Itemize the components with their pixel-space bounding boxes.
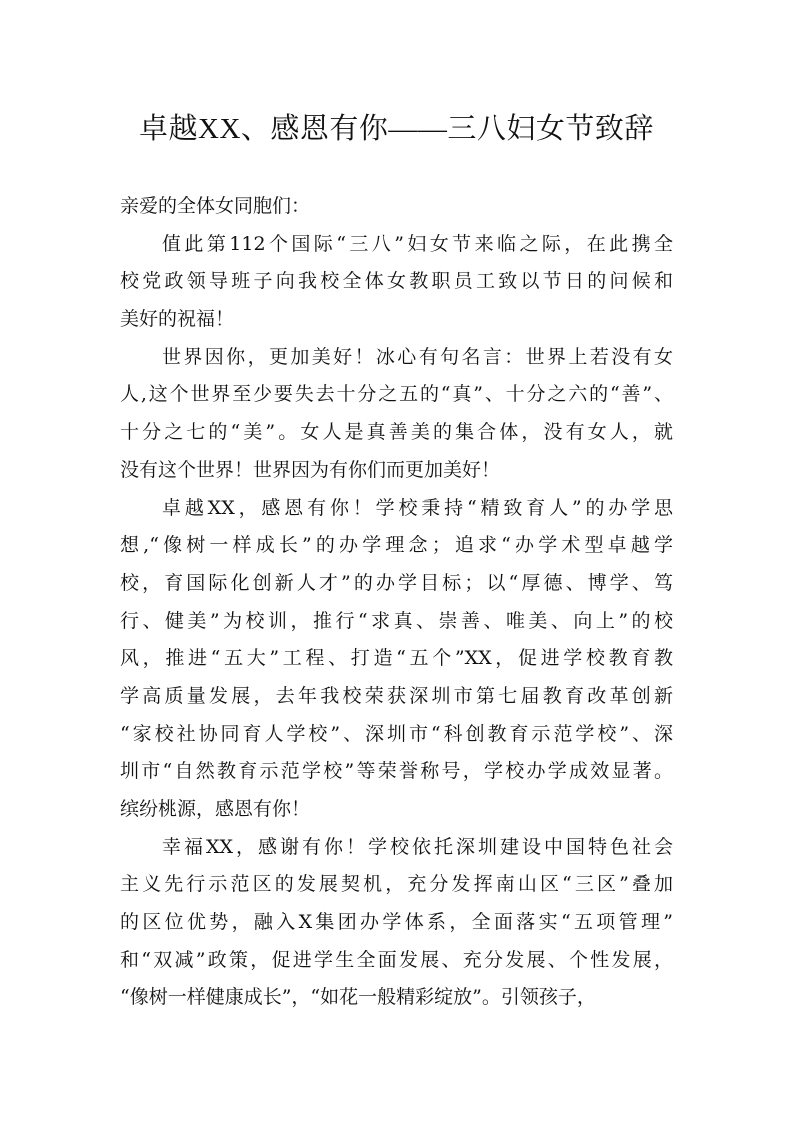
paragraph-line: 学高质量发展，去年我校荣获深圳市第七届教育改革创新 (120, 684, 673, 707)
paragraph-line: 校党政领导班子向我校全体女教职员工致以节日的问候和 (120, 270, 673, 293)
paragraph-line: 值此第112个国际“三八”妇女节来临之际，在此携全 (162, 232, 673, 255)
paragraph-line: 美好的祝福！ (120, 308, 235, 331)
paragraph-line: 十分之七的“美”。女人是真善美的集合体，没有女人，就 (120, 421, 673, 444)
paragraph (120, 226, 673, 339)
paragraph-line: “家校社协同育人学校”、深圳市“科创教育示范学校”、深 (120, 722, 673, 745)
paragraph-line: 没有这个世界！世界因为有你们而更加美好！ (120, 458, 501, 481)
paragraph-line: 圳市“自然教育示范学校”等荣誉称号，学校办学成效显著。 (120, 760, 673, 783)
paragraph (120, 829, 673, 1017)
paragraph-line: 主义先行示范区的发展契机，充分发挥南山区“三区”叠加 (120, 873, 673, 896)
document-body (120, 188, 673, 1017)
paragraph-line: “像树一样健康成长”，“如花一般精彩绽放”。引领孩子， (120, 986, 596, 1009)
paragraph-line: 的区位优势，融入X集团办学体系，全面落实“五项管理” (120, 911, 673, 934)
paragraph-line: 校，育国际化创新人才”的办学目标；以“厚德、博学、笃 (120, 571, 673, 594)
paragraph-line: 想,“像树一样成长”的办学理念；追求“办学术型卓越学 (120, 534, 673, 557)
paragraph-line: 幸福XX，感谢有你！学校依托深圳建设中国特色社会 (162, 835, 673, 858)
paragraph-line: 世界因你，更加美好！冰心有句名言：世界上若没有女 (162, 345, 673, 368)
paragraphs (120, 226, 673, 1017)
paragraph-line: 缤纷桃源，感恩有你！ (120, 798, 311, 820)
paragraph-line: 风，推进“五大”工程、打造“五个”XX，促进学校教育教 (120, 647, 673, 670)
paragraph-line: 和“双减”政策，促进学生全面发展、充分发展、个性发展， (120, 948, 673, 971)
paragraph (120, 490, 673, 829)
paragraph-line: 卓越XX，感恩有你！学校秉持“精致育人”的办学思 (162, 496, 673, 519)
paragraph (120, 339, 673, 490)
document-title: 卓越XX、感恩有你——三八妇女节致辞 (139, 113, 654, 145)
greeting: 亲爱的全体女同胞们： (120, 195, 311, 217)
paragraph-line: 行、健美”为校训，推行“求真、崇善、唯美、向上”的校 (120, 609, 673, 632)
paragraph-line: 人,这个世界至少要失去十分之五的“真”、十分之六的“善”、 (120, 383, 673, 406)
